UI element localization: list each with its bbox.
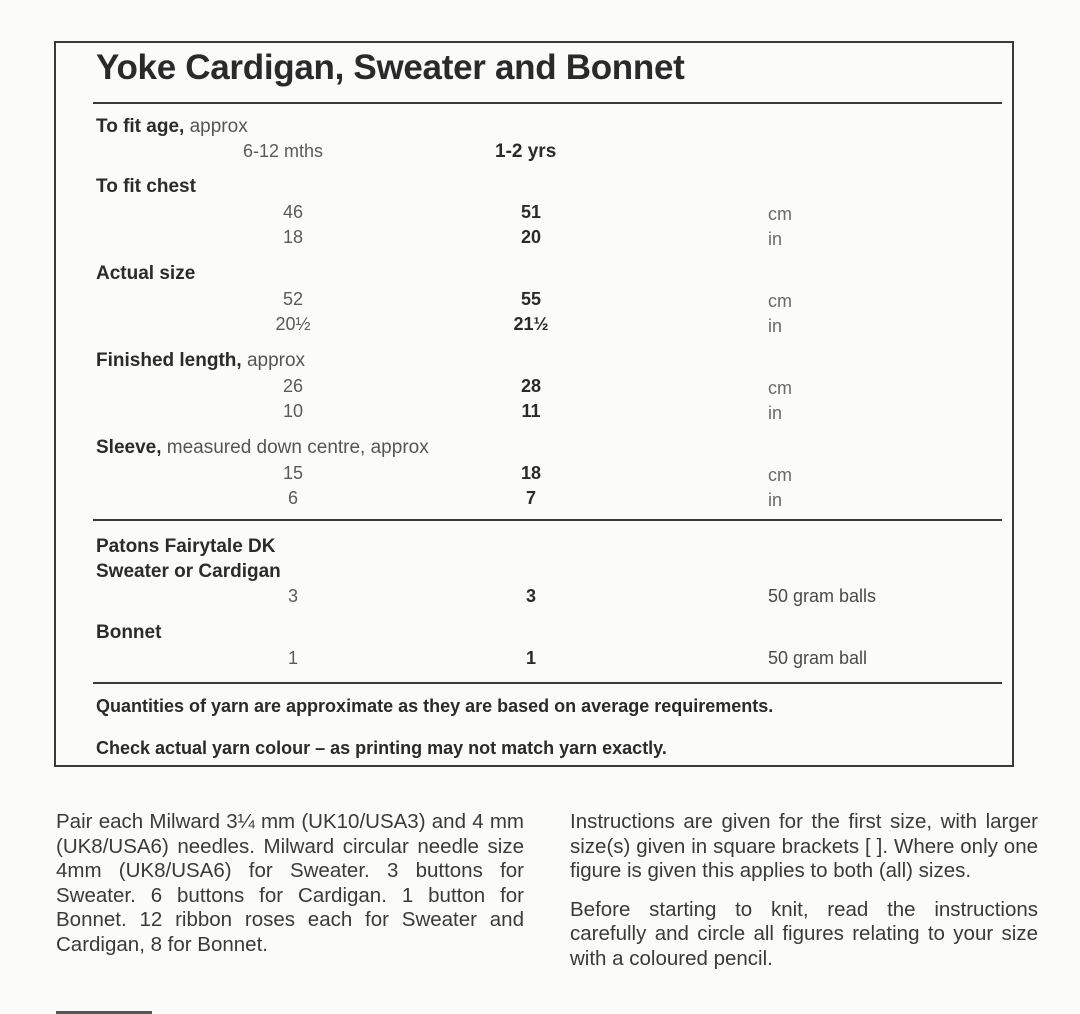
sweater-qty-size2: 3 bbox=[525, 586, 536, 606]
actual-cm-size1: 52 bbox=[282, 289, 304, 309]
sleeve-label-suffix: measured down centre, approx bbox=[166, 437, 429, 458]
age-size2: 1-2 yrs bbox=[495, 141, 557, 162]
before-knitting-text: Before starting to knit, read the instructions carefully and circle all figures relating to your size with a coloured pencil. bbox=[570, 897, 1038, 970]
length-in-size2: 11 bbox=[521, 401, 541, 421]
chest-in-unit: in bbox=[768, 229, 783, 249]
age-label-text: To fit age, bbox=[96, 116, 185, 137]
sleeve-cm-size2: 18 bbox=[520, 463, 542, 483]
actual-in-size1: 20½ bbox=[275, 314, 311, 334]
title-divider bbox=[93, 102, 1002, 104]
yarn-brand: Patons Fairytale DK bbox=[96, 536, 276, 557]
actual-cm-unit: cm bbox=[768, 291, 792, 311]
sweater-qty-unit: 50 gram balls bbox=[768, 586, 877, 606]
instructions-text: Instructions are given for the first size, with larger size(s) given in square brackets [ ]. Where only one figure is given this applies to both (all) sizes. bbox=[570, 810, 1038, 882]
sleeve-in-size2: 7 bbox=[525, 488, 536, 508]
sleeve-cm-size1: 15 bbox=[282, 463, 304, 483]
quantities-note: Quantities of yarn are approximate as they are based on average requirements. bbox=[96, 696, 774, 716]
actual-size-label: Actual size bbox=[96, 263, 196, 284]
sweater-cardigan-label: Sweater or Cardigan bbox=[96, 561, 281, 582]
bonnet-qty-unit: 50 gram ball bbox=[768, 648, 868, 668]
actual-cm-size2: 55 bbox=[520, 289, 542, 309]
measurements-divider bbox=[93, 519, 1002, 521]
bonnet-qty-size2: 1 bbox=[525, 648, 536, 668]
actual-in-unit: in bbox=[768, 316, 783, 336]
chest-label: To fit chest bbox=[96, 176, 196, 197]
length-in-size1: 10 bbox=[282, 401, 304, 421]
sleeve-label-text: Sleeve, bbox=[96, 437, 162, 458]
colour-note: Check actual yarn colour – as printing may not match yarn exactly. bbox=[96, 738, 667, 758]
age-label-suffix: approx bbox=[189, 116, 248, 137]
chest-in-size1: 18 bbox=[282, 227, 304, 247]
sleeve-cm-unit: cm bbox=[768, 465, 792, 485]
length-in-unit: in bbox=[768, 403, 783, 423]
yarn-divider bbox=[93, 682, 1002, 684]
length-label-text: Finished length, bbox=[96, 350, 242, 371]
sleeve-in-unit: in bbox=[768, 490, 783, 510]
length-label bbox=[96, 350, 305, 372]
sweater-qty-size1: 3 bbox=[287, 586, 298, 606]
length-cm-size1: 26 bbox=[282, 376, 304, 396]
chest-cm-unit: cm bbox=[768, 204, 792, 224]
page-title: Yoke Cardigan, Sweater and Bonnet bbox=[96, 48, 685, 87]
instructions-column bbox=[570, 810, 1038, 1014]
sleeve-label bbox=[96, 437, 429, 459]
age-label bbox=[96, 116, 248, 138]
actual-in-size2: 21½ bbox=[513, 314, 549, 334]
length-cm-size2: 28 bbox=[520, 376, 542, 396]
chest-cm-size2: 51 bbox=[520, 202, 542, 222]
needles-paragraph bbox=[56, 810, 524, 957]
cut-off-heading bbox=[56, 1008, 152, 1014]
bonnet-label: Bonnet bbox=[96, 622, 162, 643]
sleeve-in-size1: 6 bbox=[287, 488, 298, 508]
chest-cm-size1: 46 bbox=[282, 202, 304, 222]
needles-text: Pair each Milward 3¼ mm (UK10/USA3) and 4 mm (UK8/USA6) needles. Milward circular needle size 4mm (UK8/USA6) for Sweater. 3 buttons for Sweater. 6 buttons for Cardigan. 1 button for Bonnet. 12 ribbon roses each for Sweater and Cardigan, 8 for Bonnet. bbox=[56, 810, 524, 956]
age-size1: 6-12 mths bbox=[243, 141, 324, 161]
bonnet-qty-size1: 1 bbox=[287, 648, 298, 668]
chest-in-size2: 20 bbox=[520, 227, 542, 247]
length-cm-unit: cm bbox=[768, 378, 792, 398]
length-label-suffix: approx bbox=[246, 350, 306, 371]
